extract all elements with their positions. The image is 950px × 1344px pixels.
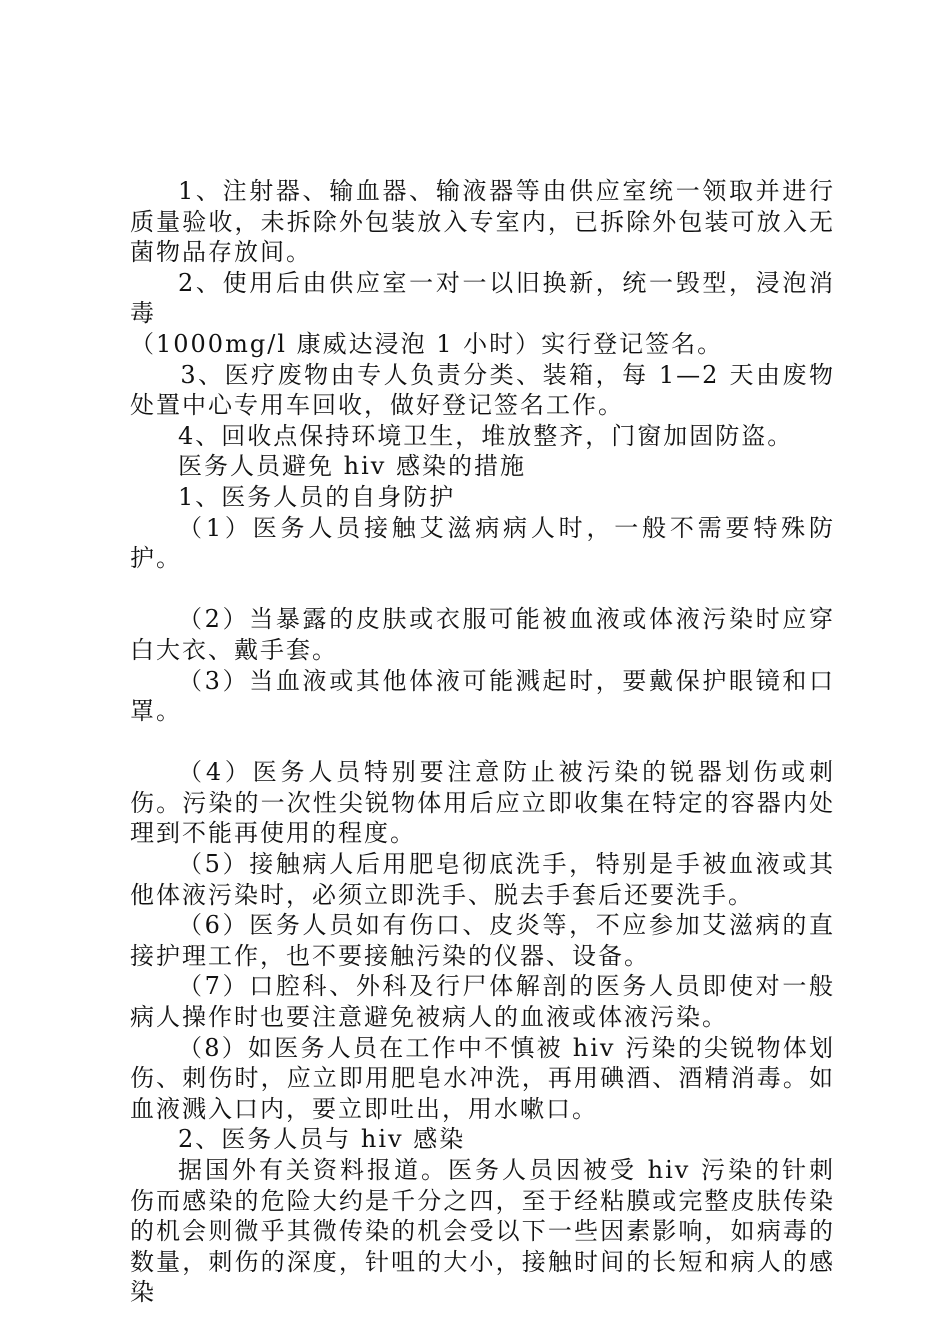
paragraph-item-1: 1、注射器、输血器、输液器等由供应室统一领取并进行质量验收，未拆除外包装放入专室内，已拆除外包装可放入无菌物品存放间。: [130, 177, 835, 267]
paragraph-item-4: 4、回收点保持环境卫生，堆放整齐，门窗加固防盗。: [178, 421, 794, 450]
paragraph-item-2: 2、使用后由供应室一对一以旧换新，统一毁型，浸泡消毒: [130, 268, 835, 328]
subsection-heading-self-protection: 1、医务人员的自身防护: [178, 482, 456, 511]
list-item-1: （1）医务人员接触艾滋病病人时，一般不需要特殊防护。: [130, 513, 835, 573]
list-item-4: （4）医务人员特别要注意防止被污染的锐器划伤或刺伤。污染的一次性尖锐物体用后应立即收集在特定的容器内处理到不能再使用的程度。: [130, 758, 835, 848]
paragraph-foreign-reports: 据国外有关资料报道。医务人员因被受 hiv 污染的针刺伤而感染的危险大约是千分之四，至于经粘膜或完整皮肤传染的机会则微乎其微传染的机会受以下一些因素影响，如病毒的数量，刺伤的深度，针咀的大小，接触时间的长短和病人的感染: [130, 1156, 835, 1307]
list-item-7: （7）口腔科、外科及行尸体解剖的医务人员即使对一般病人操作时也要注意避免被病人的血液或体液污染。: [130, 972, 835, 1032]
list-item-5: （5）接触病人后用肥皂彻底洗手，特别是手被血液或其他体液污染时，必须立即洗手、脱去手套后还要洗手。: [130, 850, 835, 909]
paragraph-item-2-continued: （1000mg/l 康威达浸泡 1 小时）实行登记签名。: [130, 329, 724, 358]
blank-line: [130, 727, 835, 758]
list-item-3: （3）当血液或其他体液可能溅起时，要戴保护眼镜和口罩。: [130, 666, 835, 726]
list-item-6: （6）医务人员如有伤口、皮炎等，不应参加艾滋病的直接护理工作，也不要接触污染的仪器、设备。: [130, 911, 835, 970]
subsection-heading-hiv-infection: 2、医务人员与 hiv 感染: [178, 1125, 466, 1154]
paragraph-item-3: 3、医疗废物由专人负责分类、装箱，每 1—2 天由废物处置中心专用车回收，做好登记签名工作。: [130, 360, 835, 420]
document-body: [130, 176, 835, 1308]
blank-line: [130, 574, 835, 605]
list-item-2: （2）当暴露的皮肤或衣服可能被血液或体液污染时应穿白大衣、戴手套。: [130, 605, 835, 664]
list-item-8: （8）如医务人员在工作中不慎被 hiv 污染的尖锐物体划伤、刺伤时，应立即用肥皂水冲洗，再用碘酒、酒精消毒。如血液溅入口内，要立即吐出，用水嗽口。: [130, 1033, 835, 1123]
section-heading-hiv-measures: 医务人员避免 hiv 感染的措施: [178, 452, 526, 481]
